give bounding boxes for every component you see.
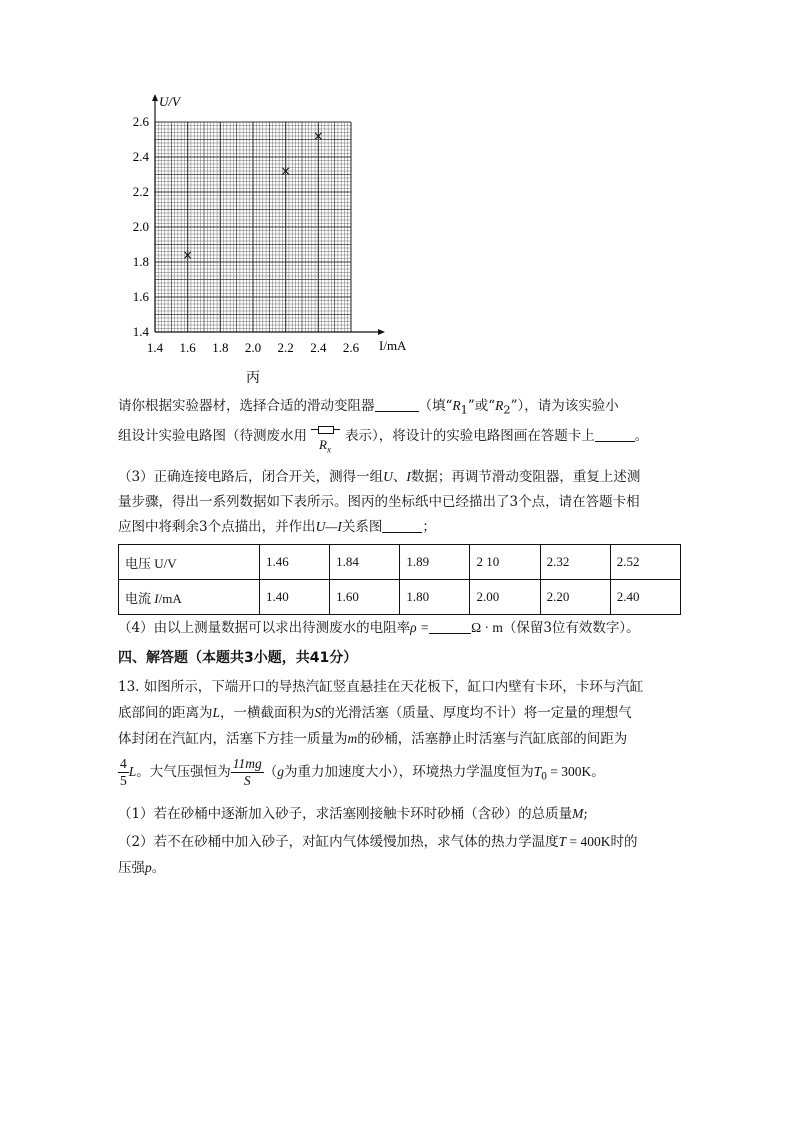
x-tick-label: 1.4 xyxy=(146,340,164,355)
table-cell: 1.40 xyxy=(260,580,330,615)
y-tick-label: 1.6 xyxy=(132,289,149,304)
data-table xyxy=(118,544,681,615)
q3-line-2: 量步骤，得出一系列数据如下表所示。图丙的坐标纸中已经描出了3个点，请在答题卡相 xyxy=(118,494,640,510)
y-axis-arrow xyxy=(152,94,158,101)
q13-line-3: 体封闭在汽缸内，活塞下方挂一质量为m的砂桶，活塞静止时活塞与汽缸底部的间距为 xyxy=(118,731,628,747)
q13-part-1: （1）若在砂桶中逐渐加入砂子，求活塞刚接触卡环时砂桶（含砂）的总质量M; xyxy=(118,806,588,822)
y-tick-label: 1.4 xyxy=(132,324,149,339)
table-cell: 1.84 xyxy=(330,545,400,580)
q13-part-2-line-2: 压强p。 xyxy=(118,860,166,876)
fraction-pressure: $\frac{11mg}{S}$ xyxy=(232,756,262,788)
q13-line-4: $\frac{4}{5}$ L。大气压强恒为 $\frac{11mg}{S}$ （g为重力加速度大小），环境热力学温度恒为$T_0 = 300K$。 xyxy=(120,756,605,788)
section-title: 四、解答题（本题共3小题，共41分） xyxy=(118,650,358,666)
q2-line-1: 请你根据实验器材，选择合适的滑动变阻器 （填“$R_1$”或“$R_2$”），请为该实验小 xyxy=(118,398,619,417)
q13-part-2-line-1: （2）若不在砂桶中加入砂子，对缸内气体缓慢加热，求气体的热力学温度T = 400K时的 xyxy=(118,834,638,850)
x-tick-label: 1.6 xyxy=(179,340,196,355)
table-cell: 2.20 xyxy=(540,580,610,615)
table-row xyxy=(119,545,681,580)
answer-blank-graph[interactable] xyxy=(382,518,422,533)
y-tick-label: 2.2 xyxy=(132,184,149,199)
data-point: × xyxy=(280,164,291,178)
y-tick-label: 2.4 xyxy=(132,149,149,164)
resistor-rx-symbol: $R_x$ xyxy=(311,426,341,446)
table-cell: 2 10 xyxy=(470,545,540,580)
q13-line-2: 底部间的距离为L，一横截面积为S的光滑活塞（质量、厚度均不计）将一定量的理想气 xyxy=(118,705,632,721)
table-cell: 电压 U/V xyxy=(119,545,260,580)
answer-blank-circuit[interactable] xyxy=(595,427,635,442)
x-tick-label: 2.4 xyxy=(310,340,327,355)
table-cell: 2.00 xyxy=(470,580,540,615)
x-axis-arrow xyxy=(378,329,385,335)
figure-caption: 丙 xyxy=(246,370,260,386)
data-point: × xyxy=(313,129,324,143)
table-cell: 1.89 xyxy=(400,545,470,580)
y-tick-label: 2.0 xyxy=(132,219,149,234)
table-cell: 1.80 xyxy=(400,580,470,615)
answer-blank-rheostat[interactable] xyxy=(375,397,419,412)
q2-line-2: 组设计实验电路图（待测废水用 $R_x$ 表示），将设计的实验电路图画在答题卡上 。 xyxy=(118,428,649,455)
q13-line-1: 13. 如图所示，下端开口的导热汽缸竖直悬挂在天花板下，缸口内壁有卡环，卡环与汽缸 xyxy=(118,679,644,695)
y-tick-label: 2.6 xyxy=(132,114,149,129)
y-tick-label: 1.8 xyxy=(132,254,149,269)
u-i-graph xyxy=(110,90,430,390)
table-row xyxy=(119,580,681,615)
y-axis-label: U/V xyxy=(159,94,180,109)
data-point: × xyxy=(182,248,193,262)
q3-line-3: 应图中将剩余3个点描出，并作出U—I关系图 ； xyxy=(118,519,436,535)
table-cell: 电流 I/mA xyxy=(119,580,260,615)
table-cell: 2.40 xyxy=(610,580,680,615)
x-tick-label: 1.8 xyxy=(212,340,229,355)
x-tick-label: 2.2 xyxy=(277,340,294,355)
q3-line-1: （3）正确连接电路后，闭合开关，测得一组U、I数据；再调节滑动变阻器，重复上述测 xyxy=(118,469,641,485)
x-tick-label: 2.6 xyxy=(342,340,360,355)
x-tick-label: 2.0 xyxy=(244,340,262,355)
table-cell: 2.52 xyxy=(610,545,680,580)
table-cell: 1.60 xyxy=(330,580,400,615)
table-cell: 2.32 xyxy=(540,545,610,580)
table-cell: 1.46 xyxy=(260,545,330,580)
fraction-four-fifths: $\frac{4}{5}$ xyxy=(120,756,127,788)
answer-blank-resistivity[interactable] xyxy=(429,619,471,634)
q4-line: （4）由以上测量数据可以求出待测废水的电阻率ρ = Ω · m（保留3位有效数字）。 xyxy=(118,620,640,636)
x-axis-label: I/mA xyxy=(379,338,407,353)
